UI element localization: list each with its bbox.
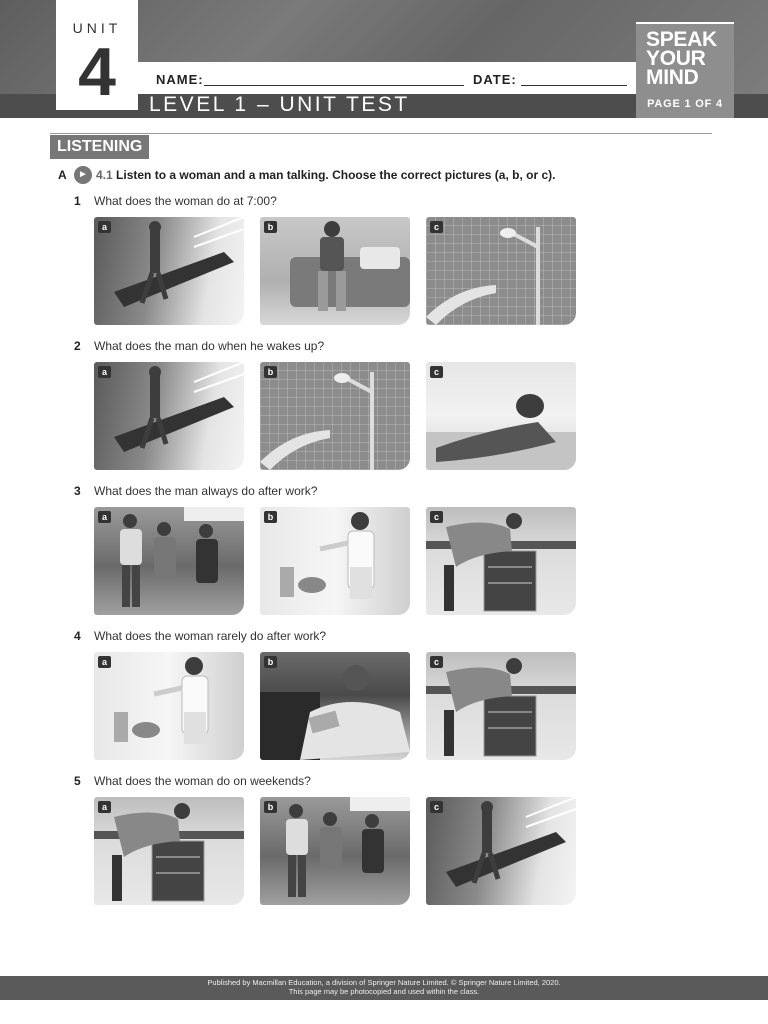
unit-word: UNIT <box>72 20 122 36</box>
date-field[interactable] <box>521 85 627 86</box>
option-letter: b <box>264 221 277 233</box>
section-tag: LISTENING <box>50 135 149 159</box>
cook-photo <box>260 507 410 615</box>
option-letter: a <box>98 801 111 813</box>
treadmill-photo <box>94 217 244 325</box>
answer-option-picture[interactable] <box>94 652 244 760</box>
answer-option-picture[interactable] <box>260 797 410 905</box>
section-divider <box>50 133 712 134</box>
footer-line2: This page may be photocopied and used within the class. <box>288 987 480 996</box>
date-label: DATE: <box>473 72 517 87</box>
shower-photo <box>426 217 576 325</box>
option-letter: b <box>264 801 277 813</box>
question-number: 2 <box>74 339 81 353</box>
option-letter: a <box>98 221 111 233</box>
name-field[interactable] <box>204 85 464 86</box>
answer-option-picture[interactable] <box>94 217 244 325</box>
question-text: What does the man do when he wakes up? <box>94 339 325 353</box>
page-indicator: PAGE 1 OF 4 <box>647 98 723 110</box>
shower-photo <box>260 362 410 470</box>
question-number: 5 <box>74 774 81 788</box>
answer-option-picture[interactable] <box>260 217 410 325</box>
unit-number: 4 <box>78 34 116 110</box>
answer-option-picture[interactable] <box>260 507 410 615</box>
instruction <box>96 168 555 182</box>
question-text: What does the woman rarely do after work? <box>94 629 327 643</box>
question-number: 4 <box>74 629 81 643</box>
page-title: LEVEL 1 – UNIT TEST <box>149 93 410 116</box>
option-letter: b <box>264 656 277 668</box>
question-text: What does the woman do at 7:00? <box>94 194 277 208</box>
option-letter: c <box>430 801 443 813</box>
footer <box>0 978 768 996</box>
option-letter: c <box>430 221 443 233</box>
answer-option-picture[interactable] <box>426 797 576 905</box>
footer-line1: Published by Macmillan Education, a division of Springer Nature Limited. © Springer Nature Limited, 2020. <box>207 978 561 987</box>
option-letter: b <box>264 366 277 378</box>
street-photo <box>94 507 244 615</box>
answer-option-picture[interactable] <box>260 362 410 470</box>
answer-option-picture[interactable] <box>94 362 244 470</box>
track-number: 4.1 <box>96 168 113 182</box>
answer-option-picture[interactable] <box>94 797 244 905</box>
brand-logo-text: SPEAK YOUR MIND <box>646 28 717 89</box>
question-number: 1 <box>74 194 81 208</box>
option-letter: a <box>98 366 111 378</box>
dish-photo <box>426 507 576 615</box>
read-photo <box>260 652 410 760</box>
couch-photo <box>260 217 410 325</box>
answer-option-picture[interactable] <box>426 507 576 615</box>
name-date-strip <box>138 62 636 94</box>
treadmill-photo <box>426 797 576 905</box>
exercise-letter: A <box>58 168 67 182</box>
answer-option-picture[interactable] <box>94 507 244 615</box>
treadmill-photo <box>94 362 244 470</box>
question-text: What does the woman do on weekends? <box>94 774 311 788</box>
option-letter: c <box>430 656 443 668</box>
cook-photo <box>94 652 244 760</box>
name-label: NAME: <box>156 72 204 87</box>
answer-option-picture[interactable] <box>426 652 576 760</box>
street-photo <box>260 797 410 905</box>
answer-option-picture[interactable] <box>426 362 576 470</box>
option-letter: a <box>98 511 111 523</box>
instruction-text: Listen to a woman and a man talking. Choose the correct pictures (a, b, or c). <box>116 168 556 182</box>
speaker-icon[interactable]: ► <box>74 166 92 184</box>
option-letter: a <box>98 656 111 668</box>
answer-option-picture[interactable] <box>426 217 576 325</box>
dish-photo <box>426 652 576 760</box>
question-text: What does the man always do after work? <box>94 484 318 498</box>
option-letter: c <box>430 511 443 523</box>
question-number: 3 <box>74 484 81 498</box>
option-letter: c <box>430 366 443 378</box>
option-letter: b <box>264 511 277 523</box>
sleep-photo <box>426 362 576 470</box>
answer-option-picture[interactable] <box>260 652 410 760</box>
dish-photo <box>94 797 244 905</box>
